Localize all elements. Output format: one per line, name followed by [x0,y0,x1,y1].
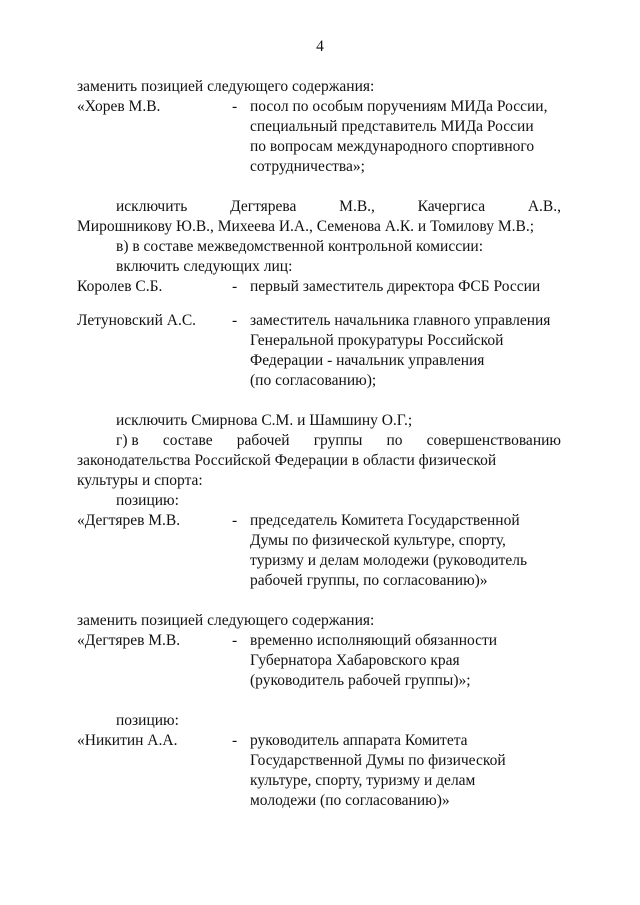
paragraph: законодательства Российской Федерации в области физической [77,452,497,469]
word: М.В., [339,198,375,215]
word: физической [428,752,506,769]
paragraph-justified [77,431,561,451]
position-description [250,97,561,177]
desc-line: рабочей группы, по согласованию)» [250,572,488,589]
word: края [430,652,460,669]
word: аппарата [342,732,402,749]
document-body [77,77,561,811]
word: обязанности [415,632,498,649]
desc-line-justified [250,331,561,351]
list-item [77,97,561,177]
dash: - [232,98,238,115]
word: рабочей [236,432,290,449]
list-item [77,511,561,591]
desc-line: (руководитель рабочей группы)»; [250,672,471,689]
list-item [77,311,561,391]
list-item [77,731,561,811]
dash: - [232,732,238,749]
word: по [386,432,403,449]
person-name: «Дегтярев М.В. [77,512,181,529]
desc-line: специальный представитель МИДа России [250,118,534,135]
word: прокуратуры [337,332,424,349]
desc-line: посол по особым поручениям МИДа России, [250,98,548,115]
word: г) в [116,432,139,449]
desc-line: туризму и делам молодежи (руководитель [250,552,528,569]
position-description [250,277,561,297]
paragraph-justified [77,197,561,217]
person-name: «Никитин А.А. [77,732,178,749]
desc-line-justified [250,751,561,771]
word: Федерации [250,352,324,369]
word: - [327,352,333,369]
page-number: 4 [316,38,324,55]
person-name: «Дегтярев М.В. [77,632,181,649]
desc-line-justified [250,351,561,371]
word: спорту, [315,772,363,789]
desc-line: председатель Комитета Государственной [250,512,520,529]
position-description [250,311,561,391]
person-name: Летуновский А.С. [77,312,197,329]
desc-line-justified [250,631,561,651]
word: Генеральной [250,332,334,349]
list-item [77,631,561,691]
word: туризму [366,772,421,789]
word: управления [408,352,485,369]
word: Хабаровского [335,652,427,669]
word: составе [162,432,213,449]
position-description [250,631,561,691]
person-name: Королев С.Б. [77,278,163,295]
paragraph: заменить позицией следующего содержания: [77,78,375,95]
desc-line-justified [250,731,561,751]
paragraph: включить следующих лиц: [116,258,293,275]
word: Государственной [250,752,363,769]
desc-line: заместитель начальника главного управления [250,312,551,329]
dash: - [232,312,238,329]
desc-line-justified [250,651,561,671]
paragraph: Мирошникову Ю.В., Михеева И.А., Семенова А.К. и Томилову М.В.; [77,218,535,235]
desc-line: сотрудничества»; [250,158,365,175]
word: начальник [336,352,405,369]
desc-line: по вопросам международного спортивного [250,138,535,155]
position-description [250,511,561,591]
word: исключить [116,198,188,215]
word: временно [250,632,313,649]
dash: - [232,278,238,295]
word: совершенствованию [426,432,561,449]
word: руководитель [250,732,339,749]
paragraph: позицию: [116,712,179,729]
dash: - [232,632,238,649]
word: и [424,772,433,789]
paragraph: культуры и спорта: [77,472,203,489]
paragraph: заменить позицией следующего содержания: [77,612,375,629]
word: Дегтярева [230,198,297,215]
list-item [77,277,561,297]
word: Качергиса [417,198,486,215]
dash: - [232,512,238,529]
desc-line: Думы по физической культуре, спорту, [250,532,506,549]
word: группы [313,432,363,449]
position-description [250,731,561,811]
word: исполняющий [316,632,412,649]
desc-line: (по согласованию); [250,372,377,389]
word: Российской [427,332,504,349]
word: делам [436,772,476,789]
paragraph: исключить Смирнова С.М. и Шамшину О.Г.; [116,412,413,429]
desc-line: молодежи (по согласованию)» [250,792,450,809]
person-name: «Хорев М.В. [77,98,161,115]
word: А.В., [527,198,561,215]
word: культуре, [250,772,312,789]
paragraph: позицию: [116,492,179,509]
word: Комитета [404,732,468,749]
desc-line-justified [250,771,561,791]
paragraph: в) в составе межведомственной контрольной комиссии: [116,238,484,255]
word: по [408,752,425,769]
word: Думы [365,752,405,769]
word: Губернатора [250,652,332,669]
desc-line: первый заместитель директора ФСБ России [250,278,541,295]
